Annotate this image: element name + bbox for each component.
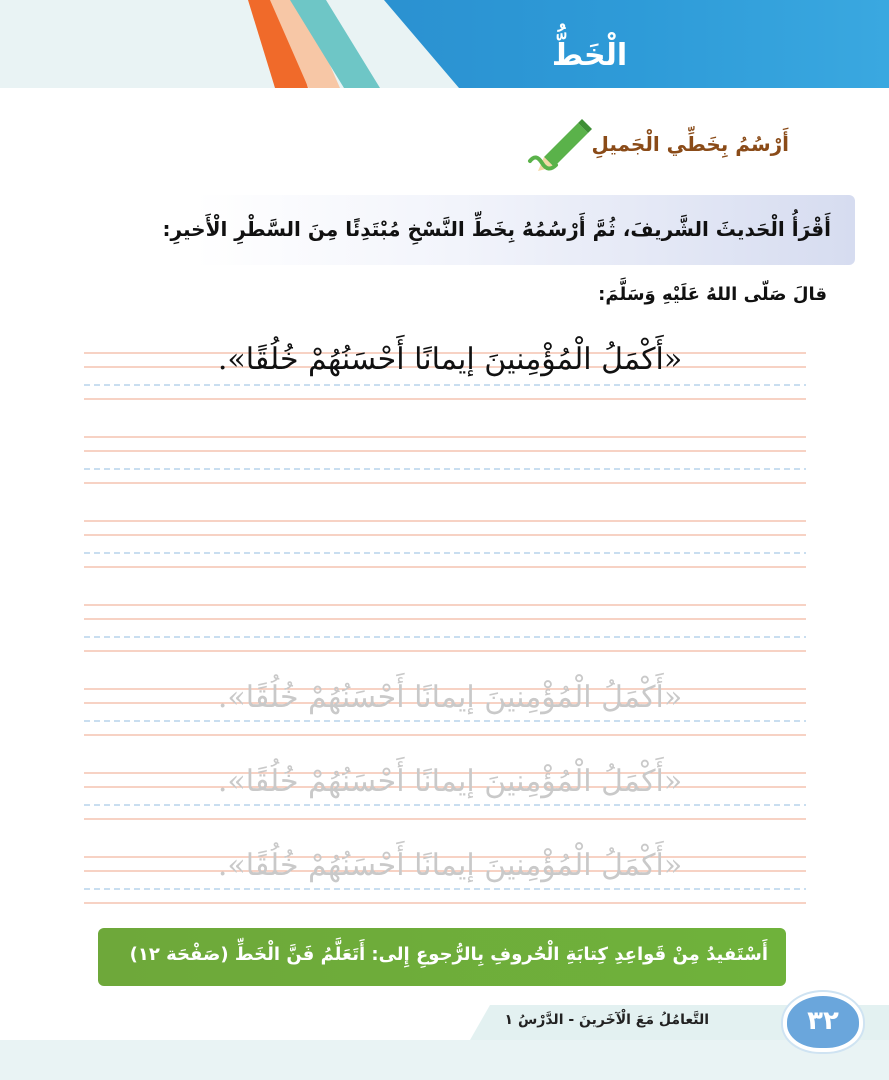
footer-lesson: التَّعامُلُ مَعَ الْآخَرينَ - الدَّرْسُ ١ xyxy=(504,1012,709,1028)
page-number: ٣٢ xyxy=(807,1006,839,1036)
section-heading: أَرْسُمُ بِخَطِّي الْجَميلِ xyxy=(591,132,789,156)
hadith-text: «أَكْمَلُ الْمُؤْمِنينَ إيمانًا أَحْسَنُهُمْ خُلُقًا». xyxy=(217,342,683,377)
practice-trace-line: «أَكْمَلُ الْمُؤْمِنينَ إيمانًا أَحْسَنُهُمْ خُلُقًا». xyxy=(217,848,683,883)
hadith-attribution: قالَ صَلّى اللهُ عَلَيْهِ وَسَلَّمَ: xyxy=(598,284,827,305)
pencil-icon xyxy=(526,115,596,175)
bottom-background xyxy=(0,1040,889,1080)
page-title: الْخَطُّ xyxy=(551,38,628,73)
instruction-text: أَقْرَأُ الْحَديثَ الشَّريفَ، ثُمَّ أَرْسُمُهُ بِخَطِّ النَّسْخِ مُبْتَدِئًا مِنَ السَّطْرِ الْأَخيرِ: xyxy=(162,217,831,241)
practice-trace-line: «أَكْمَلُ الْمُؤْمِنينَ إيمانًا أَحْسَنُهُمْ خُلُقًا». xyxy=(217,680,683,715)
tip-text: أَسْتَفيدُ مِنْ قَواعِدِ كِتابَةِ الْحُروفِ بِالرُّجوعِ إِلى: أَتَعَلَّمُ فَنَّ الْخَطِّ (صَفْحَة ١٢) xyxy=(129,944,768,965)
instruction-box xyxy=(162,195,855,265)
writing-guidelines xyxy=(84,335,806,915)
page-number-badge xyxy=(783,992,863,1052)
tip-box xyxy=(98,928,786,986)
practice-trace-line: «أَكْمَلُ الْمُؤْمِنينَ إيمانًا أَحْسَنُهُمْ خُلُقًا». xyxy=(217,764,683,799)
